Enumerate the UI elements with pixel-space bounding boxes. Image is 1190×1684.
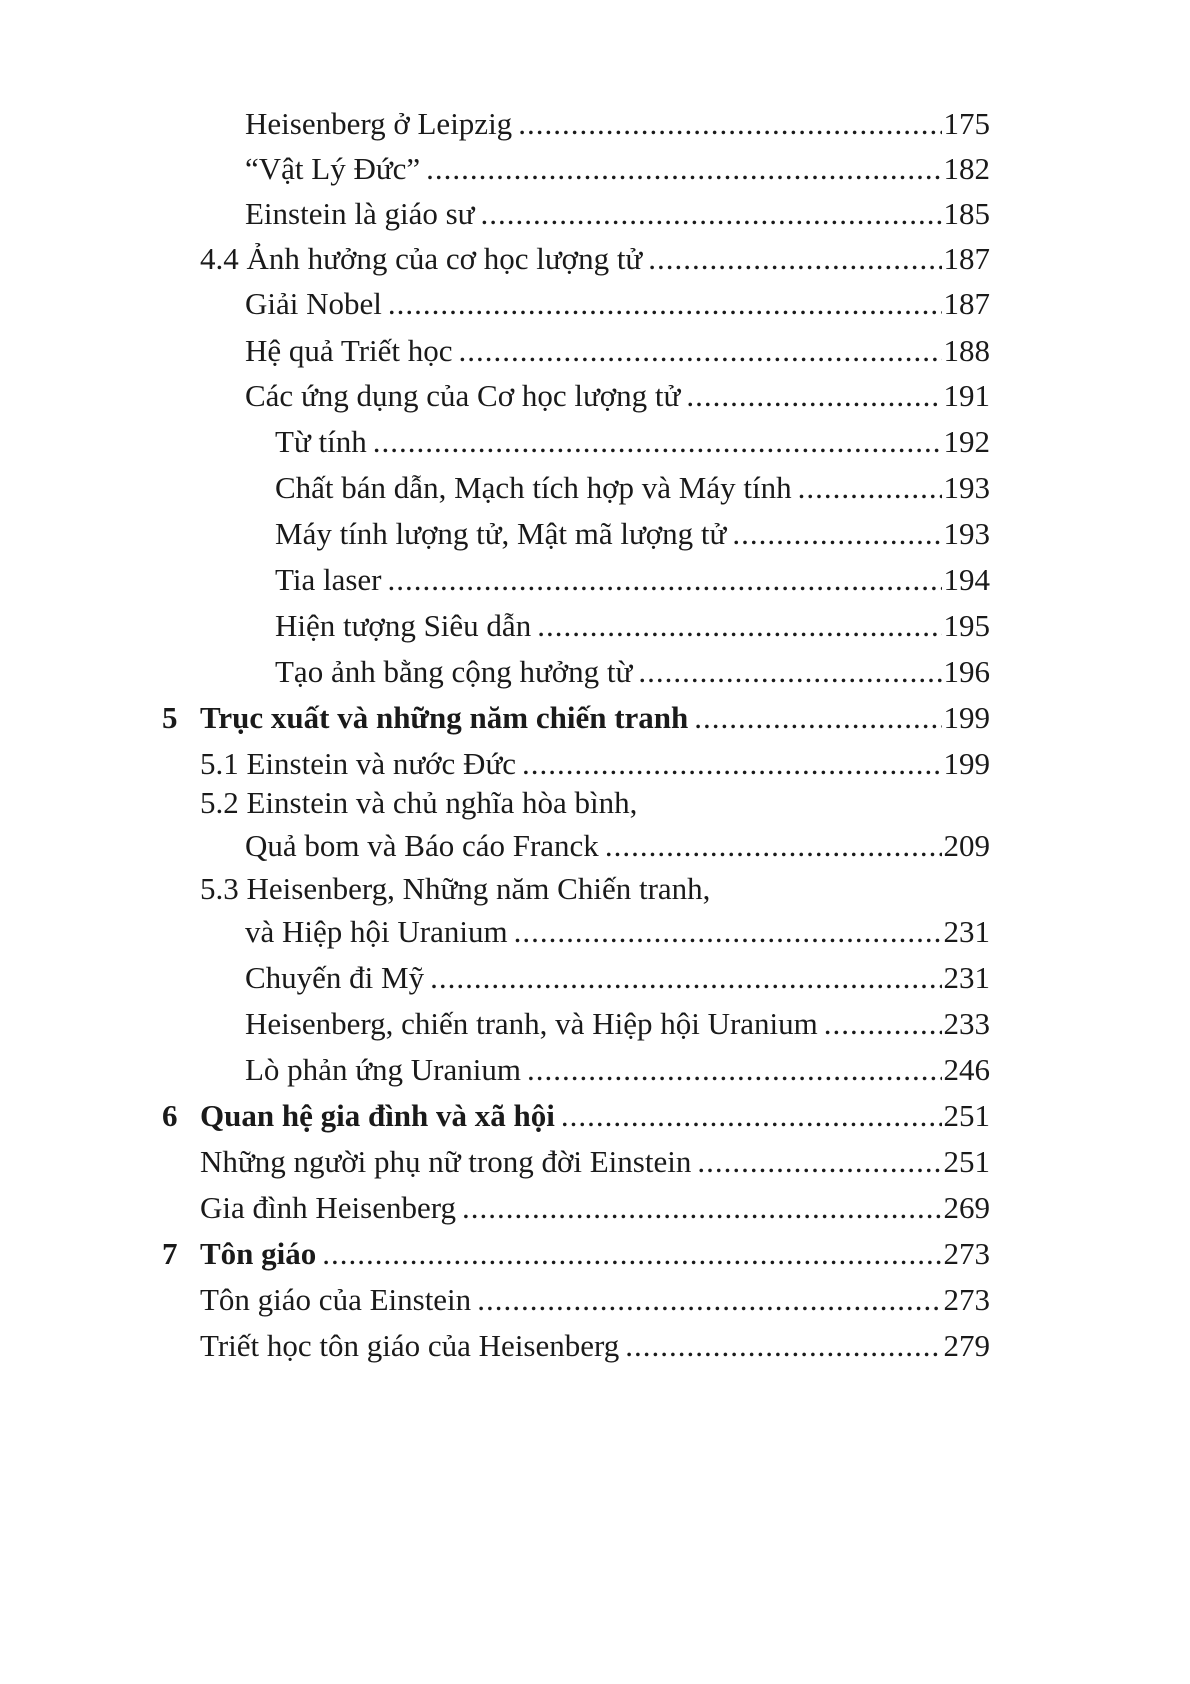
toc-entry-continuation: 5.2 Einstein và chủ nghĩa hòa bình, bbox=[200, 785, 638, 820]
toc-page-number: 209 bbox=[943, 828, 990, 863]
dot-leader bbox=[518, 103, 941, 145]
chapter-number: 5 bbox=[162, 700, 178, 735]
toc-entry bbox=[245, 103, 990, 145]
toc-entry bbox=[200, 238, 990, 280]
toc-entry bbox=[200, 743, 990, 785]
dot-leader bbox=[462, 1187, 942, 1229]
dot-leader bbox=[522, 743, 941, 785]
toc-page-number: 175 bbox=[943, 106, 990, 141]
toc-entry-title: Lò phản ứng Uranium bbox=[245, 1052, 521, 1087]
toc-entry bbox=[275, 467, 990, 509]
toc-entry bbox=[245, 148, 990, 190]
dot-leader bbox=[625, 1325, 941, 1367]
dot-leader bbox=[322, 1233, 941, 1275]
toc-entry bbox=[245, 911, 990, 953]
toc-page-number: 194 bbox=[943, 562, 990, 597]
toc-page-number: 182 bbox=[943, 151, 990, 186]
toc-entry-title: 4.4 Ảnh hưởng của cơ học lượng tử bbox=[200, 241, 643, 276]
chapter-number: 6 bbox=[162, 1098, 178, 1133]
toc-entry-title: Chất bán dẫn, Mạch tích hợp và Máy tính bbox=[275, 470, 792, 505]
toc-entry-title: Chuyến đi Mỹ bbox=[245, 960, 425, 995]
dot-leader bbox=[388, 283, 942, 325]
toc-entry bbox=[200, 1141, 990, 1183]
toc-page-number: 196 bbox=[943, 654, 990, 689]
dot-leader bbox=[514, 911, 942, 953]
dot-leader bbox=[459, 330, 942, 372]
toc-entry-title: Những người phụ nữ trong đời Einstein bbox=[200, 1144, 692, 1179]
toc-page-number: 192 bbox=[943, 424, 990, 459]
toc-page-number: 251 bbox=[943, 1144, 990, 1179]
toc-page-number: 191 bbox=[943, 378, 990, 413]
dot-leader bbox=[537, 605, 941, 647]
toc-page-number: 199 bbox=[943, 700, 990, 735]
dot-leader bbox=[798, 467, 942, 509]
toc-entry-title: Các ứng dụng của Cơ học lượng tử bbox=[245, 378, 681, 413]
toc-entry bbox=[275, 559, 990, 601]
dot-leader bbox=[430, 957, 941, 999]
toc-entry-title: Từ tính bbox=[275, 424, 367, 459]
toc-entry-title: Gia đình Heisenberg bbox=[200, 1190, 456, 1225]
dot-leader bbox=[373, 421, 942, 463]
toc-entry-title: “Vật Lý Đức” bbox=[245, 151, 421, 186]
toc-entry bbox=[245, 375, 990, 417]
toc-chapter-entry bbox=[200, 1233, 990, 1275]
dot-leader bbox=[527, 1049, 942, 1091]
toc-page-number: 195 bbox=[943, 608, 990, 643]
toc-entry-title: Tôn giáo bbox=[200, 1236, 317, 1271]
toc-entry bbox=[275, 513, 990, 555]
toc-entry bbox=[245, 957, 990, 999]
toc-page-number: 193 bbox=[943, 470, 990, 505]
toc-page-number: 199 bbox=[943, 746, 990, 781]
toc-entry-title: Tôn giáo của Einstein bbox=[200, 1282, 472, 1317]
toc-entry-title: 5.1 Einstein và nước Đức bbox=[200, 746, 517, 781]
toc-entry-title: Heisenberg, chiến tranh, và Hiệp hội Uranium bbox=[245, 1006, 818, 1041]
toc-page-number: 185 bbox=[943, 196, 990, 231]
toc-page-number: 246 bbox=[943, 1052, 990, 1087]
toc-page-number: 193 bbox=[943, 516, 990, 551]
toc-page-number: 273 bbox=[943, 1236, 990, 1271]
toc-page-number: 233 bbox=[943, 1006, 990, 1041]
dot-leader bbox=[605, 825, 942, 867]
toc-entry bbox=[245, 1049, 990, 1091]
toc-entry-title: Triết học tôn giáo của Heisenberg bbox=[200, 1328, 620, 1363]
toc-page-number: 187 bbox=[943, 241, 990, 276]
toc-entry-title: Hiện tượng Siêu dẫn bbox=[275, 608, 532, 643]
toc-entry-title: và Hiệp hội Uranium bbox=[245, 914, 508, 949]
toc-page-number: 273 bbox=[943, 1282, 990, 1317]
dot-leader bbox=[638, 651, 941, 693]
toc-entry bbox=[275, 651, 990, 693]
dot-leader bbox=[477, 1279, 941, 1321]
toc-page-number: 251 bbox=[943, 1098, 990, 1133]
toc-chapter-entry bbox=[200, 1095, 990, 1137]
toc-entry-title: Quả bom và Báo cáo Franck bbox=[245, 828, 599, 863]
toc-entry-title: Trục xuất và những năm chiến tranh bbox=[200, 700, 689, 735]
toc-page-number: 187 bbox=[943, 286, 990, 321]
toc-entry-title: Giải Nobel bbox=[245, 286, 382, 321]
toc-entry-title: Heisenberg ở Leipzig bbox=[245, 106, 513, 141]
dot-leader bbox=[561, 1095, 942, 1137]
dot-leader bbox=[480, 193, 941, 235]
toc-page-number: 188 bbox=[943, 333, 990, 368]
toc-entry-title: Tạo ảnh bằng cộng hưởng từ bbox=[275, 654, 633, 689]
toc-entry-title: Hệ quả Triết học bbox=[245, 333, 453, 368]
toc-entry bbox=[275, 421, 990, 463]
toc-entry bbox=[200, 1279, 990, 1321]
toc-entry-title: Einstein là giáo sư bbox=[245, 196, 475, 231]
toc-page-number: 279 bbox=[943, 1328, 990, 1363]
toc-entry bbox=[245, 193, 990, 235]
toc-entry bbox=[245, 283, 990, 325]
dot-leader bbox=[697, 1141, 941, 1183]
dot-leader bbox=[686, 375, 941, 417]
toc-entry-title: Máy tính lượng tử, Mật mã lượng tử bbox=[275, 516, 727, 551]
toc-entry bbox=[245, 1003, 990, 1045]
dot-leader bbox=[648, 238, 941, 280]
toc-page-number: 269 bbox=[943, 1190, 990, 1225]
toc-page-number: 231 bbox=[943, 960, 990, 995]
toc-entry bbox=[245, 825, 990, 867]
toc-entry-title: Quan hệ gia đình và xã hội bbox=[200, 1098, 555, 1133]
toc-entry-title: Tia laser bbox=[275, 562, 382, 597]
toc-entry bbox=[245, 330, 990, 372]
dot-leader bbox=[388, 559, 942, 601]
dot-leader bbox=[732, 513, 941, 555]
toc-page-number: 231 bbox=[943, 914, 990, 949]
dot-leader bbox=[426, 148, 941, 190]
toc-chapter-entry bbox=[200, 697, 990, 739]
toc-entry-continuation: 5.3 Heisenberg, Những năm Chiến tranh, bbox=[200, 871, 711, 906]
toc-entry bbox=[275, 605, 990, 647]
chapter-number: 7 bbox=[162, 1236, 178, 1271]
toc-entry bbox=[200, 1325, 990, 1367]
dot-leader bbox=[824, 1003, 942, 1045]
toc-entry bbox=[200, 1187, 990, 1229]
dot-leader bbox=[694, 697, 941, 739]
